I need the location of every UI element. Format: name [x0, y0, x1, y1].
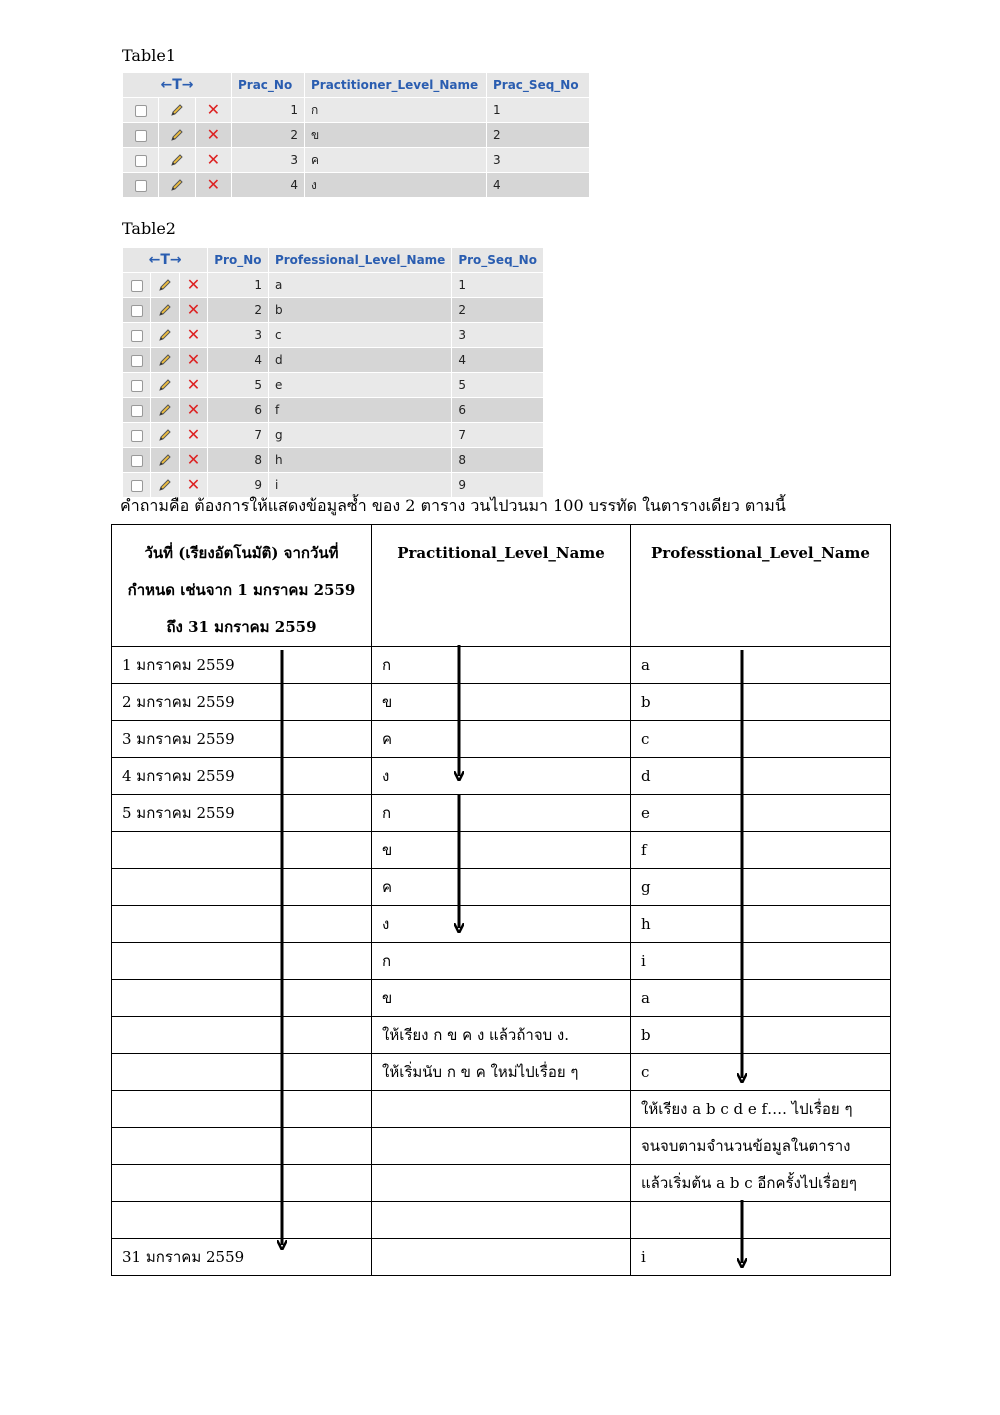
table-row	[112, 1239, 891, 1276]
table-cell: 7	[452, 423, 544, 448]
table-row	[112, 684, 891, 721]
delete-button[interactable]	[195, 123, 231, 148]
row-checkbox[interactable]	[123, 173, 159, 198]
checkbox-icon[interactable]	[131, 380, 143, 392]
table-cell: 1	[208, 273, 269, 298]
delete-button[interactable]	[195, 148, 231, 173]
x-icon[interactable]: ✕	[206, 99, 221, 119]
column-sort-icon[interactable]: ←T→	[123, 248, 208, 273]
table-cell: c	[268, 323, 451, 348]
edit-button[interactable]	[151, 323, 180, 348]
row-checkbox[interactable]	[123, 123, 159, 148]
question-text: คำถามคือ ต้องการให้แสดงข้อมูลซ้ำ ของ 2 ตาราง วนไปวนมา 100 บรรทัด ในตารางเดียว ตามนี้	[120, 496, 786, 515]
table-cell: d	[268, 348, 451, 373]
table-cell: 9	[208, 473, 269, 498]
table-cell: b	[268, 298, 451, 323]
delete-button[interactable]	[179, 448, 208, 473]
row-checkbox[interactable]	[123, 348, 151, 373]
checkbox-icon[interactable]	[131, 330, 143, 342]
checkbox-icon[interactable]	[131, 355, 143, 367]
column-sort-icon[interactable]: ←T→	[123, 73, 232, 98]
table-cell: แล้วเริ่มต้น a b c อีกครั้งไปเรื่อยๆ	[631, 1165, 891, 1202]
table-cell: 9	[452, 473, 544, 498]
date-column-header: วันที่ (เรียงอัตโนมัติ) จากวันที่ กำหนด เช่นจาก 1 มกราคม 2559 ถึง 31 มกราคม 2559	[112, 525, 372, 647]
pencil-icon[interactable]	[158, 328, 172, 342]
delete-button[interactable]	[179, 273, 208, 298]
edit-button[interactable]	[151, 398, 180, 423]
table-cell: 2	[232, 123, 305, 148]
table-cell: b	[631, 684, 891, 721]
pencil-icon[interactable]	[170, 178, 184, 192]
table-cell: f	[631, 832, 891, 869]
table-cell: i	[631, 1239, 891, 1276]
table-cell: 3 มกราคม 2559	[112, 721, 372, 758]
table-cell: ก	[372, 647, 631, 684]
table-cell: 3	[208, 323, 269, 348]
table-row	[112, 832, 891, 869]
table-cell: 2	[452, 298, 544, 323]
table-cell	[631, 1202, 891, 1239]
table-cell: 3	[487, 148, 590, 173]
pencil-icon[interactable]	[170, 128, 184, 142]
x-icon[interactable]: ✕	[186, 324, 201, 344]
table-cell: 5 มกราคม 2559	[112, 795, 372, 832]
table-cell: 7	[208, 423, 269, 448]
delete-button[interactable]	[179, 348, 208, 373]
table-row	[112, 943, 891, 980]
table-row	[112, 1091, 891, 1128]
table-cell: ค	[305, 148, 487, 173]
table-cell: 4	[452, 348, 544, 373]
table-cell: 1 มกราคม 2559	[112, 647, 372, 684]
table-cell	[112, 943, 372, 980]
table-cell: 4 มกราคม 2559	[112, 758, 372, 795]
table-cell	[112, 906, 372, 943]
table-row	[112, 980, 891, 1017]
table-cell	[372, 1239, 631, 1276]
table-cell	[112, 1017, 372, 1054]
expected-output-table	[111, 524, 891, 1276]
row-checkbox[interactable]	[123, 373, 151, 398]
table-cell: f	[268, 398, 451, 423]
table-cell: e	[268, 373, 451, 398]
table-cell: 31 มกราคม 2559	[112, 1239, 372, 1276]
table-cell: i	[268, 473, 451, 498]
table-cell: 3	[452, 323, 544, 348]
delete-button[interactable]	[179, 398, 208, 423]
table-row	[112, 1202, 891, 1239]
pencil-icon[interactable]	[170, 103, 184, 117]
x-icon[interactable]: ✕	[186, 349, 201, 369]
table-row[interactable]	[123, 298, 544, 323]
table2-caption: Table2	[122, 219, 176, 238]
table-cell: h	[268, 448, 451, 473]
table-cell: 5	[208, 373, 269, 398]
edit-button[interactable]	[159, 98, 195, 123]
table-cell: 2 มกราคม 2559	[112, 684, 372, 721]
row-checkbox[interactable]	[123, 448, 151, 473]
x-icon[interactable]: ✕	[206, 124, 221, 144]
x-icon[interactable]: ✕	[186, 449, 201, 469]
row-checkbox[interactable]	[123, 423, 151, 448]
table-cell: ก	[372, 795, 631, 832]
table-cell	[112, 832, 372, 869]
pencil-icon[interactable]	[158, 428, 172, 442]
table-row[interactable]	[123, 123, 590, 148]
checkbox-icon[interactable]	[131, 305, 143, 317]
table-cell: c	[631, 721, 891, 758]
checkbox-icon[interactable]	[131, 455, 143, 467]
table-cell: 1	[487, 98, 590, 123]
table-cell: 1	[452, 273, 544, 298]
professtional-column-header: Professtional_Level_Name	[631, 525, 891, 647]
table-row	[112, 647, 891, 684]
table-row[interactable]	[123, 148, 590, 173]
table-cell: 1	[232, 98, 305, 123]
edit-button[interactable]	[151, 273, 180, 298]
table-cell	[372, 1091, 631, 1128]
table-cell: h	[631, 906, 891, 943]
table-cell: 4	[208, 348, 269, 373]
delete-button[interactable]	[179, 323, 208, 348]
table-cell: 8	[452, 448, 544, 473]
table-cell: c	[631, 1054, 891, 1091]
table-cell: 4	[487, 173, 590, 198]
table-cell: ข	[372, 980, 631, 1017]
delete-button[interactable]	[195, 98, 231, 123]
table-cell: a	[268, 273, 451, 298]
table-row	[112, 721, 891, 758]
table-cell: e	[631, 795, 891, 832]
table-cell: ค	[372, 721, 631, 758]
table-cell: ข	[372, 684, 631, 721]
table2-grid	[122, 247, 544, 498]
table-cell	[112, 1054, 372, 1091]
edit-button[interactable]	[159, 148, 195, 173]
row-checkbox[interactable]	[123, 148, 159, 173]
table-row	[112, 1165, 891, 1202]
pencil-icon[interactable]	[170, 153, 184, 167]
table-row[interactable]	[123, 323, 544, 348]
table-cell: ให้เริ่มนับ ก ข ค ใหม่ไปเรื่อย ๆ	[372, 1054, 631, 1091]
checkbox-icon[interactable]	[135, 180, 147, 192]
checkbox-icon[interactable]	[131, 430, 143, 442]
delete-button[interactable]	[179, 423, 208, 448]
table-row	[112, 869, 891, 906]
table-row[interactable]	[123, 423, 544, 448]
table-cell: ง	[372, 758, 631, 795]
table-cell: ให้เรียง a b c d e f…. ไปเรื่อย ๆ	[631, 1091, 891, 1128]
table-cell	[112, 1128, 372, 1165]
edit-button[interactable]	[151, 373, 180, 398]
table1-grid	[122, 72, 590, 198]
table-row[interactable]	[123, 448, 544, 473]
checkbox-icon[interactable]	[135, 105, 147, 117]
table-row[interactable]	[123, 373, 544, 398]
table-cell: d	[631, 758, 891, 795]
x-icon[interactable]: ✕	[186, 274, 201, 294]
table-cell: ข	[305, 123, 487, 148]
table-cell: จนจบตามจำนวนข้อมูลในตาราง	[631, 1128, 891, 1165]
table-cell: ก	[305, 98, 487, 123]
pencil-icon[interactable]	[158, 303, 172, 317]
x-icon[interactable]: ✕	[186, 374, 201, 394]
pencil-icon[interactable]	[158, 453, 172, 467]
table-cell	[112, 980, 372, 1017]
row-checkbox[interactable]	[123, 398, 151, 423]
edit-button[interactable]	[159, 123, 195, 148]
table-row	[112, 1054, 891, 1091]
table-cell: a	[631, 647, 891, 684]
table-cell: ง	[372, 906, 631, 943]
table-cell: 6	[208, 398, 269, 423]
x-icon[interactable]: ✕	[206, 149, 221, 169]
table-cell	[112, 1091, 372, 1128]
column-header[interactable]: Practitioner_Level_Name	[305, 73, 487, 98]
checkbox-icon[interactable]	[131, 405, 143, 417]
checkbox-icon[interactable]	[131, 280, 143, 292]
table-cell: 2	[487, 123, 590, 148]
table-cell	[112, 869, 372, 906]
row-checkbox[interactable]	[123, 323, 151, 348]
column-header[interactable]: Professional_Level_Name	[268, 248, 451, 273]
table-row	[112, 906, 891, 943]
table-cell	[372, 1202, 631, 1239]
checkbox-icon[interactable]	[135, 155, 147, 167]
table-cell	[372, 1165, 631, 1202]
table-cell: ก	[372, 943, 631, 980]
table-row	[112, 1017, 891, 1054]
table-row	[112, 758, 891, 795]
edit-button[interactable]	[159, 173, 195, 198]
pencil-icon[interactable]	[158, 278, 172, 292]
table-row[interactable]	[123, 398, 544, 423]
edit-button[interactable]	[151, 298, 180, 323]
table-cell: ข	[372, 832, 631, 869]
delete-button[interactable]	[179, 373, 208, 398]
table-cell: i	[631, 943, 891, 980]
x-icon[interactable]: ✕	[186, 399, 201, 419]
table-cell: ให้เรียง ก ข ค ง แล้วถ้าจบ ง.	[372, 1017, 631, 1054]
table-cell: 6	[452, 398, 544, 423]
table-row[interactable]	[123, 173, 590, 198]
pencil-icon[interactable]	[158, 403, 172, 417]
pencil-icon[interactable]	[158, 478, 172, 492]
checkbox-icon[interactable]	[135, 130, 147, 142]
delete-button[interactable]	[179, 298, 208, 323]
table-cell: g	[268, 423, 451, 448]
row-checkbox[interactable]	[123, 273, 151, 298]
table-cell: a	[631, 980, 891, 1017]
table-cell	[112, 1165, 372, 1202]
column-header[interactable]: Pro_Seq_No	[452, 248, 544, 273]
x-icon[interactable]: ✕	[206, 174, 221, 194]
table-row[interactable]	[123, 273, 544, 298]
table-cell: ค	[372, 869, 631, 906]
row-checkbox[interactable]	[123, 98, 159, 123]
table-cell: 5	[452, 373, 544, 398]
edit-button[interactable]	[151, 348, 180, 373]
table-cell: ง	[305, 173, 487, 198]
table-cell	[112, 1202, 372, 1239]
x-icon[interactable]: ✕	[186, 474, 201, 494]
table-cell: 2	[208, 298, 269, 323]
delete-button[interactable]	[195, 173, 231, 198]
table-cell: 8	[208, 448, 269, 473]
x-icon[interactable]: ✕	[186, 424, 201, 444]
table-row	[112, 1128, 891, 1165]
table-cell: g	[631, 869, 891, 906]
table-cell: b	[631, 1017, 891, 1054]
table1-caption: Table1	[122, 46, 176, 65]
edit-button[interactable]	[151, 448, 180, 473]
table-cell	[372, 1128, 631, 1165]
table-row[interactable]	[123, 348, 544, 373]
edit-button[interactable]	[151, 423, 180, 448]
table-row[interactable]	[123, 98, 590, 123]
table-cell: 3	[232, 148, 305, 173]
column-header[interactable]: Prac_Seq_No	[487, 73, 590, 98]
checkbox-icon[interactable]	[131, 480, 143, 492]
column-header[interactable]: Pro_No	[208, 248, 269, 273]
pencil-icon[interactable]	[158, 353, 172, 367]
practitional-column-header: Practitional_Level_Name	[372, 525, 631, 647]
x-icon[interactable]: ✕	[186, 299, 201, 319]
table-cell: 4	[232, 173, 305, 198]
table-row	[112, 795, 891, 832]
row-checkbox[interactable]	[123, 298, 151, 323]
column-header[interactable]: Prac_No	[232, 73, 305, 98]
pencil-icon[interactable]	[158, 378, 172, 392]
